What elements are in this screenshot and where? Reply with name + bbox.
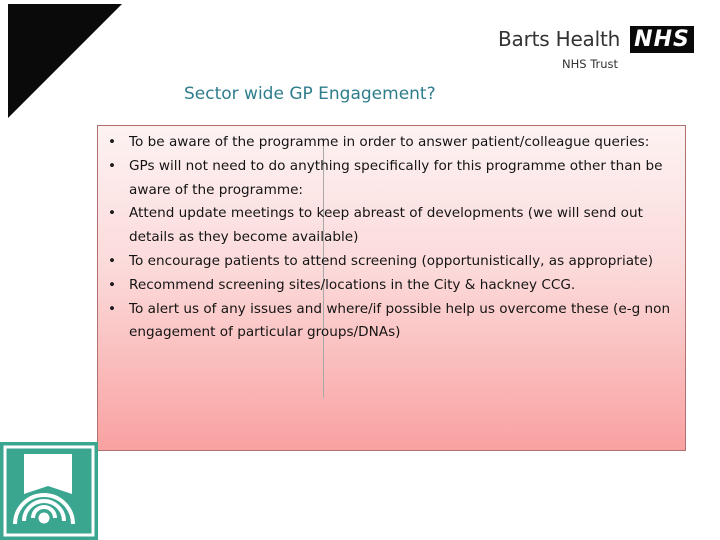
logo-subtitle: NHS Trust	[562, 57, 619, 71]
barts-health-nhs-logo	[498, 26, 698, 72]
bullet-item	[108, 155, 680, 203]
bullet-marker: •	[108, 157, 117, 174]
bullet-item	[108, 131, 680, 155]
bullet-text: GPs will not need to do anything specifically for this programme other than be aware of the programme:	[129, 157, 663, 198]
bullet-item	[108, 250, 680, 274]
bullet-marker: •	[108, 300, 117, 317]
bullet-text: To be aware of the programme in order to answer patient/colleague queries:	[129, 134, 650, 150]
bullet-text: To alert us of any issues and where/if possible help us overcome these (e-g non engagement of particular groups/DNAs)	[129, 300, 671, 341]
bullet-marker: •	[108, 134, 117, 150]
slide-title: Sector wide GP Engagement?	[184, 84, 436, 104]
nhs-badge: NHS	[630, 26, 694, 53]
bullet-marker: •	[108, 252, 117, 269]
bullet-marker: •	[108, 276, 117, 293]
bullet-item	[108, 202, 680, 250]
bullet-marker: •	[108, 205, 117, 222]
wireless-signal-icon	[0, 442, 98, 540]
bullet-text: To encourage patients to attend screening (opportunistically, as appropriate)	[129, 252, 654, 269]
bullet-item	[108, 298, 680, 346]
corner-triangle-decoration	[0, 0, 122, 118]
bullet-text: Recommend screening sites/locations in the City & hackney CCG.	[129, 276, 576, 293]
logo-name: Barts Health	[498, 27, 621, 51]
bullet-list	[108, 131, 680, 345]
bullet-item	[108, 274, 680, 298]
content-box	[97, 125, 686, 451]
bullet-text: Attend update meetings to keep abreast of developments (we will send out details as they become available)	[129, 205, 643, 246]
